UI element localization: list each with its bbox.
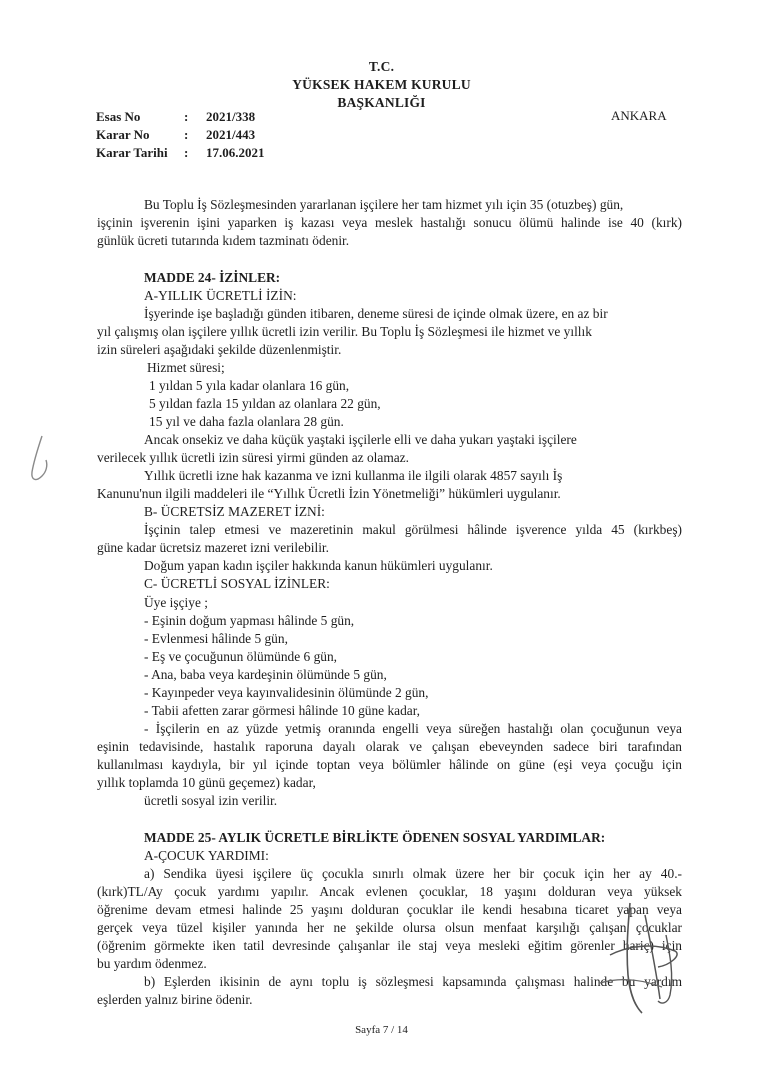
text-line: bu yardım ödenmez.	[97, 956, 207, 971]
list-item: - Eş ve çocuğunun ölümünde 6 gün,	[144, 649, 338, 664]
header-tc: T.C.	[368, 59, 395, 74]
karar-value: 2021/443	[206, 127, 256, 142]
case-meta	[96, 108, 265, 162]
text-line: ücretli sosyal izin verilir.	[144, 793, 278, 808]
text-line: (kırk)TL/Ay çocuk yardımı yapılır. Ancak evlenen çocuklar, 18 yaşını dolduran veya yüksek	[97, 884, 682, 899]
text-line: yıllık toplamda 10 günü geçemez) kadar,	[97, 775, 316, 790]
text-line: güne kadar ücretsiz mazeret izni verilebilir.	[97, 540, 329, 555]
text-line: işçinin işverenin işini yaparken iş kazası veya meslek hastalığı sonucu ölümü halinde ise 40 (kırk)	[97, 215, 682, 230]
city: ANKARA	[611, 108, 667, 123]
list-item: - Kayınpeder veya kayınvalidesinin ölümünde 2 gün,	[144, 685, 429, 700]
text-line: a) Sendika üyesi işçilere üç çocukla sınırlı olmak üzere her bir çocuk için her ay 40.-	[144, 866, 682, 881]
text-line: günlük ücreti tutarında kıdem tazminatı ödenir.	[97, 233, 350, 248]
text-line: öğrenime devam etmesi halinde 25 yaşını dolduran çocuklar ile kendi hesabına ticaret yapan veya	[97, 902, 682, 917]
header-department: BAŞKANLIĞI	[337, 95, 426, 110]
text-line: Kanunu'nun ilgili maddeleri ile “Yıllık Ücretli İzin Yönetmeliği” hükümleri uygulanır.	[97, 486, 561, 501]
text-line: Hizmet süresi;	[147, 360, 225, 375]
text-line: Bu Toplu İş Sözleşmesinden yararlanan işçilere her tam hizmet yılı için 35 (otuzbeş) gün,	[144, 197, 624, 212]
esas-label: Esas No	[96, 109, 141, 124]
text-line: kullanılması kaydıyla, bir yıl içinde toptan veya bölümler hâlinde on güne (eşi veya çocuğu için	[97, 757, 682, 772]
text-line: İşçinin talep etmesi ve mazeretinin makul görülmesi hâlinde işverence yılda 45 (kırkbeş)	[144, 522, 682, 537]
section-heading: B- ÜCRETSİZ MAZERET İZNİ:	[144, 504, 325, 519]
karar-tarihi-label: Karar Tarihi	[96, 145, 168, 160]
colon: :	[184, 145, 189, 160]
text-line: eşlerden yalnız birine ödenir.	[97, 992, 253, 1007]
article-25-title: MADDE 25- AYLIK ÜCRETLE BİRLİKTE ÖDENEN SOSYAL YARDIMLAR:	[144, 830, 606, 845]
list-item: - Evlenmesi hâlinde 5 gün,	[144, 631, 288, 646]
list-item: - Eşinin doğum yapması hâlinde 5 gün,	[144, 613, 355, 628]
list-item: 1 yıldan 5 yıla kadar olanlara 16 gün,	[149, 378, 350, 393]
text-line: eşinin tedavisinde, hastalık raporuna dayalı olarak ve çalışan ebeveynden sadece biri tarafından	[97, 739, 682, 754]
list-item: - Tabii afetten zarar görmesi hâlinde 10 güne kadar,	[144, 703, 421, 718]
karar-label: Karar No	[96, 127, 150, 142]
list-item: - İşçilerin en az yüzde yetmiş oranında engelli veya süreğen hastalığı olan çocuğunun veya	[144, 721, 682, 736]
handwritten-margin-mark	[20, 430, 60, 490]
text-line: Yıllık ücretli izne hak kazanma ve izni kullanma ile ilgili olarak 4857 sayılı İş	[144, 468, 563, 483]
article-24-title: MADDE 24- İZİNLER:	[144, 270, 281, 285]
karar-tarihi-value: 17.06.2021	[206, 145, 265, 160]
text-line: İşyerinde işe başladığı günden itibaren, deneme süresi de içinde olmak üzere, en az bir	[144, 306, 608, 321]
list-item: 15 yıl ve daha fazla olanlara 28 gün.	[149, 414, 344, 429]
text-line: verilecek yıllık ücretli izin süresi yirmi günden az olamaz.	[97, 450, 409, 465]
section-heading: A-ÇOCUK YARDIMI:	[144, 848, 269, 863]
list-item: - Ana, baba veya kardeşinin ölümünde 5 gün,	[144, 667, 387, 682]
colon: :	[184, 109, 189, 124]
text-line: izin süreleri aşağıdaki şekilde düzenlenmiştir.	[97, 342, 342, 357]
text-line: Doğum yapan kadın işçiler hakkında kanun hükümleri uygulanır.	[144, 558, 493, 573]
text-line: Üye işçiye ;	[144, 595, 208, 610]
section-heading: C- ÜCRETLİ SOSYAL İZİNLER:	[144, 576, 330, 591]
colon: :	[184, 127, 189, 142]
text-line: yıl çalışmış olan işçilere yıllık ücretli izin verilir. Bu Toplu İş Sözleşmesi ile hizmet ve yıllık	[97, 324, 592, 339]
section-heading: A-YILLIK ÜCRETLİ İZİN:	[144, 288, 297, 303]
text-line: gerçek veya tüzel kişiler yanında her ne şekilde olursa olsun menfaat karşılığı çalışan çocuklar	[97, 920, 682, 935]
text-line: Ancak onsekiz ve daha küçük yaştaki işçilerle elli ve daha yukarı yaştaki işçilere	[144, 432, 577, 447]
header-institution: YÜKSEK HAKEM KURULU	[292, 77, 471, 92]
list-item: 5 yıldan fazla 15 yıldan az olanlara 22 gün,	[149, 396, 381, 411]
text-line: b) Eşlerden ikisinin de aynı toplu iş sözleşmesi kapsamında çalışması halinde bu yardım	[144, 974, 682, 989]
esas-value: 2021/338	[206, 109, 256, 124]
page-number: Sayfa 7 / 14	[355, 1024, 408, 1036]
text-line: (öğrenim görmekte iken tatil devresinde çalışanlar ile staj veya mesleki eğitim görenler hariç) için	[97, 938, 682, 953]
